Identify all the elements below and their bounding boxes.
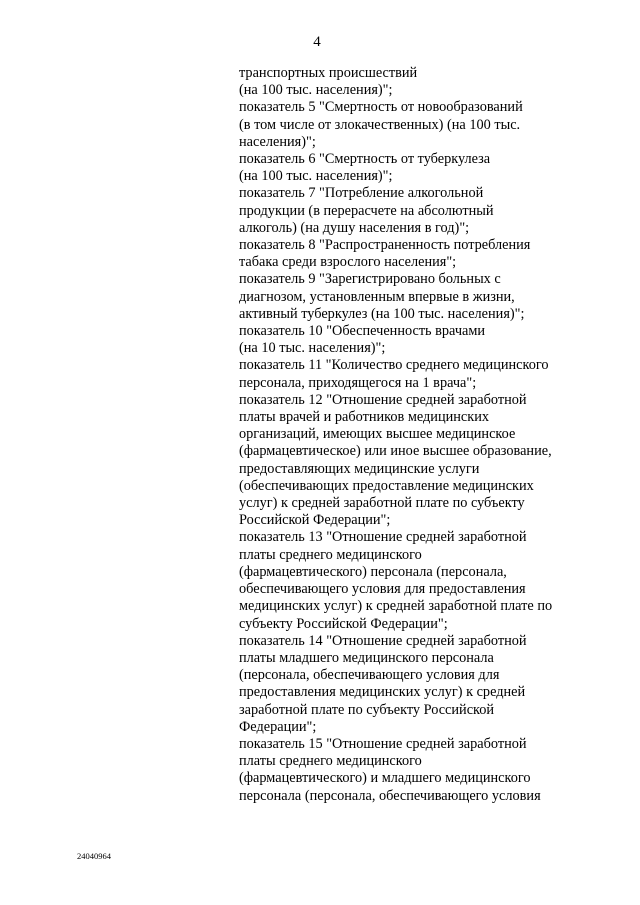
text-line: показатель 8 "Распространенность потребления	[239, 237, 531, 254]
text-line: (на 100 тыс. населения)";	[239, 168, 393, 185]
text-line: обеспечивающего условия для предоставления	[239, 581, 526, 598]
text-line: продукции (в перерасчете на абсолютный	[239, 202, 494, 219]
text-line: (на 10 тыс. населения)";	[239, 340, 386, 357]
text-line: платы среднего медицинского	[239, 753, 422, 770]
text-line: (на 100 тыс. населения)";	[239, 82, 393, 99]
text-line: алкоголь) (на душу населения в год)";	[239, 219, 470, 236]
text-line: Федерации";	[239, 718, 317, 735]
text-line: платы врачей и работников медицинских	[239, 409, 489, 426]
text-line: показатель 11 "Количество среднего медицинского	[239, 357, 549, 374]
text-line: услуг) к средней заработной плате по субъекту	[239, 495, 525, 512]
text-line: показатель 9 "Зарегистрировано больных с	[239, 271, 501, 288]
page-number: 4	[313, 34, 321, 50]
text-line: персонала, приходящегося на 1 врача";	[239, 374, 477, 391]
document-body	[239, 65, 579, 805]
text-line: (фармацевтическое) или иное высшее образование,	[239, 443, 552, 460]
text-line: показатель 5 "Смертность от новообразований	[239, 99, 523, 116]
text-line: предоставляющих медицинские услуги	[239, 460, 480, 477]
text-line: заработной плате по субъекту Российской	[239, 701, 495, 718]
text-line: (обеспечивающих предоставление медицинских	[239, 477, 534, 494]
text-line: платы младшего медицинского персонала	[239, 649, 494, 666]
text-line: организаций, имеющих высшее медицинское	[239, 426, 516, 443]
text-line: показатель 6 "Смертность от туберкулеза	[239, 151, 491, 168]
text-line: показатель 7 "Потребление алкогольной	[239, 185, 484, 202]
text-line: медицинских услуг) к средней заработной плате по	[239, 598, 553, 615]
text-line: населения)";	[239, 133, 316, 150]
text-line: показатель 10 "Обеспеченность врачами	[239, 323, 486, 340]
text-line: персонала (персонала, обеспечивающего условия	[239, 787, 541, 804]
text-line: Российской Федерации";	[239, 512, 391, 529]
text-line: показатель 13 "Отношение средней заработной	[239, 529, 527, 546]
document-code: 24040964	[77, 851, 111, 861]
text-line: (фармацевтического) персонала (персонала,	[239, 563, 507, 580]
text-line: активный туберкулез (на 100 тыс. населения)";	[239, 305, 525, 322]
text-line: транспортных происшествий	[239, 65, 418, 81]
text-line: субъекту Российской Федерации";	[239, 615, 448, 632]
text-line: показатель 12 "Отношение средней заработной	[239, 391, 527, 408]
text-line: показатель 15 "Отношение средней заработной	[239, 735, 527, 752]
text-line: показатель 14 "Отношение средней заработной	[239, 632, 527, 649]
text-line: предоставления медицинских услуг) к средней	[239, 684, 526, 701]
text-line: платы среднего медицинского	[239, 546, 422, 563]
text-line: диагнозом, установленным впервые в жизни,	[239, 288, 515, 305]
text-line: (персонала, обеспечивающего условия для	[239, 667, 500, 684]
text-line: (в том числе от злокачественных) (на 100 тыс.	[239, 116, 521, 133]
text-line: (фармацевтического) и младшего медицинского	[239, 770, 531, 787]
text-line: табака среди взрослого населения";	[239, 254, 457, 271]
